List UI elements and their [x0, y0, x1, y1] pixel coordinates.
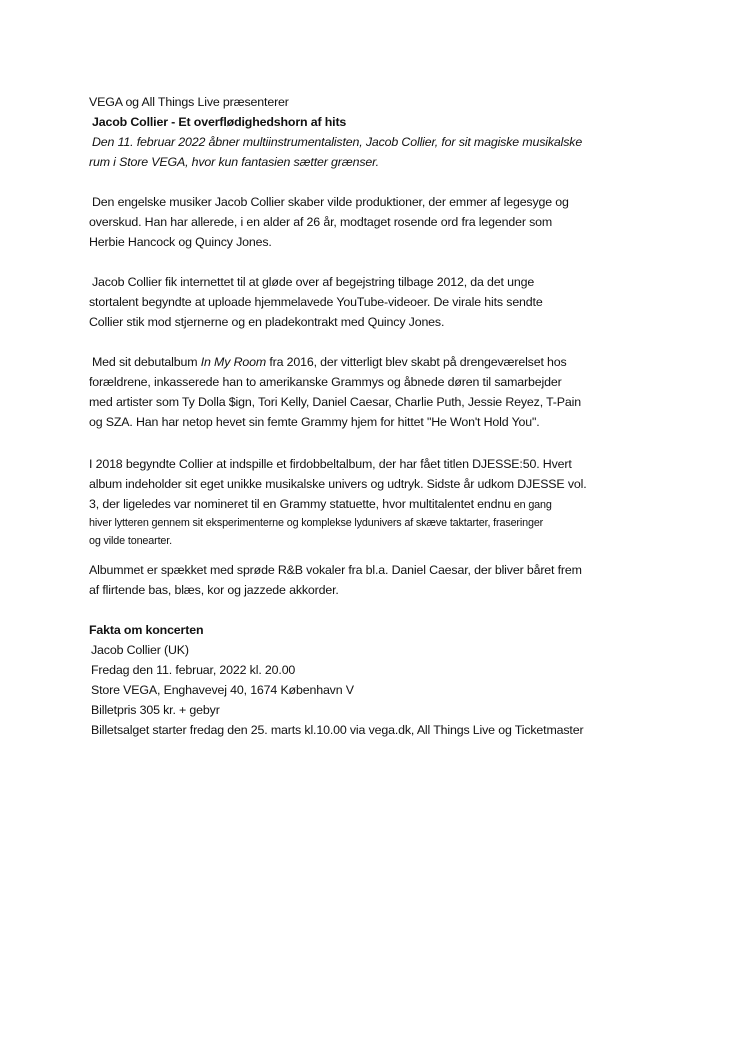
para2-line-3: Collier stik mod stjernerne og en pladekontrakt med Quincy Jones. [89, 315, 445, 329]
para3-line-4: og SZA. Han har netop hevet sin femte Grammy hjem for hittet "He Won't Hold You". [89, 415, 540, 429]
document-title: Jacob Collier - Et overflødighedshorn af hits [92, 115, 347, 129]
para3-line-1-pre: Med sit debutalbum [92, 355, 201, 369]
para4-line-2: album indeholder sit eget unikke musikalske univers og udtryk. Sidste år udkom DJESSE vol. [89, 477, 587, 491]
facts-date: Fredag den 11. februar, 2022 kl. 20.00 [91, 663, 296, 677]
paragraph-djesse [89, 454, 669, 550]
facts-ticket-sale: Billetsalget starter fredag den 25. marts kl.10.00 via vega.dk, All Things Live og Ticketmaster [91, 723, 584, 737]
facts-heading: Fakta om koncerten [89, 623, 204, 637]
para5-line-1: Albummet er spækket med sprøde R&B vokaler fra bl.a. Daniel Caesar, der bliver båret frem [89, 563, 582, 577]
facts-artist: Jacob Collier (UK) [91, 643, 189, 657]
facts-venue: Store VEGA, Enghavevej 40, 1674 København V [91, 683, 354, 697]
paragraph-intro [89, 192, 669, 252]
para4-line-4: hiver lytteren gennem sit eksperimenterne og komplekse lydunivers af skæve taktarter, fraseringer [89, 517, 544, 529]
facts-price: Billetpris 305 kr. + gebyr [91, 703, 220, 717]
paragraph-youtube [89, 272, 669, 332]
para3-line-1-post: fra 2016, der vitterligt blev skabt på drengeværelset hos [266, 355, 567, 369]
para4-line-3-main: 3, der ligeledes var nomineret til en Grammy statuette, hvor multitalentet endnu [89, 497, 511, 511]
album-title: In My Room [200, 355, 267, 369]
facts-section [89, 620, 669, 740]
para1-line-1: Den engelske musiker Jacob Collier skaber vilde produktioner, der emmer af legesyge og [92, 195, 569, 209]
para3-line-3: med artister som Ty Dolla $ign, Tori Kelly, Daniel Caesar, Charlie Puth, Jessie Reyez, T-Pain [89, 395, 581, 409]
para3-line-1 [89, 352, 669, 372]
para1-line-2: overskud. Han har allerede, i en alder af 26 år, modtaget rosende ord fra legender som [89, 215, 553, 229]
para4-line-3-small: en gang [510, 499, 552, 511]
para2-line-1: Jacob Collier fik internettet til at gløde over af begejstring tilbage 2012, da det unge [92, 275, 535, 289]
lead-line-1: Den 11. februar 2022 åbner multiinstrumentalisten, Jacob Collier, for sit magiske musikalske [92, 135, 583, 149]
document-page [89, 92, 669, 740]
para4-line-1: I 2018 begyndte Collier at indspille et firdobbeltalbum, der har fået titlen DJESSE:50. Hvert [89, 457, 572, 471]
para4-line-3 [89, 494, 669, 514]
para3-line-2: forældrene, inkasserede han to amerikanske Grammys og åbnede døren til samarbejder [89, 375, 562, 389]
lead-line-2: rum i Store VEGA, hvor kun fantasien sætter grænser. [89, 155, 379, 169]
para5-line-2: af flirtende bas, blæs, kor og jazzede akkorder. [89, 583, 339, 597]
para4-line-5: og vilde tonearter. [89, 535, 172, 547]
para2-line-2: stortalent begyndte at uploade hjemmelavede YouTube-videoer. De virale hits sendte [89, 295, 543, 309]
paragraph-album-vocals [89, 560, 669, 600]
presenter-line: VEGA og All Things Live præsenterer [89, 95, 289, 109]
paragraph-debut-album [89, 352, 669, 432]
para1-line-3: Herbie Hancock og Quincy Jones. [89, 235, 272, 249]
